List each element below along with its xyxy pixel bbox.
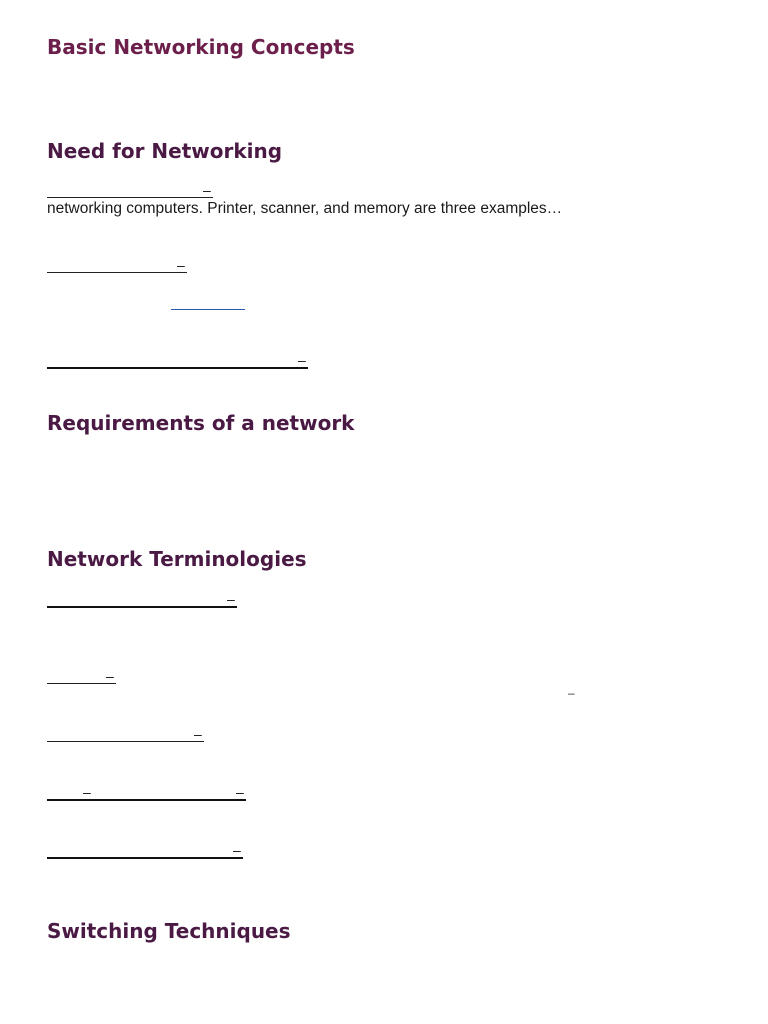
page-title: Basic Networking Concepts	[47, 35, 355, 59]
need-for-networking-text: networking computers. Printer, scanner, and memory are three examples…	[47, 200, 563, 217]
dash-mark: –	[106, 668, 114, 684]
blank-line	[47, 272, 187, 273]
blank-line	[47, 367, 308, 369]
dash-mark: –	[194, 726, 202, 742]
hyperlink-underline[interactable]	[171, 309, 245, 310]
blank-line	[47, 197, 213, 198]
small-dash-mark: –	[568, 686, 575, 700]
dash-mark: –	[227, 591, 235, 607]
dash-mark: –	[83, 784, 91, 800]
blank-line	[47, 606, 237, 608]
dash-mark: –	[236, 784, 244, 800]
section-heading-requirements: Requirements of a network	[47, 411, 355, 435]
dash-mark: –	[298, 352, 306, 368]
dash-mark: –	[177, 257, 185, 273]
section-heading-need-for-networking: Need for Networking	[47, 139, 283, 163]
blank-line	[47, 741, 204, 742]
dash-mark: –	[203, 182, 211, 198]
blank-line	[47, 799, 246, 801]
section-heading-network-terminologies: Network Terminologies	[47, 547, 307, 571]
blank-line	[47, 857, 243, 859]
dash-mark: –	[233, 842, 241, 858]
section-heading-switching-techniques: Switching Techniques	[47, 919, 291, 943]
